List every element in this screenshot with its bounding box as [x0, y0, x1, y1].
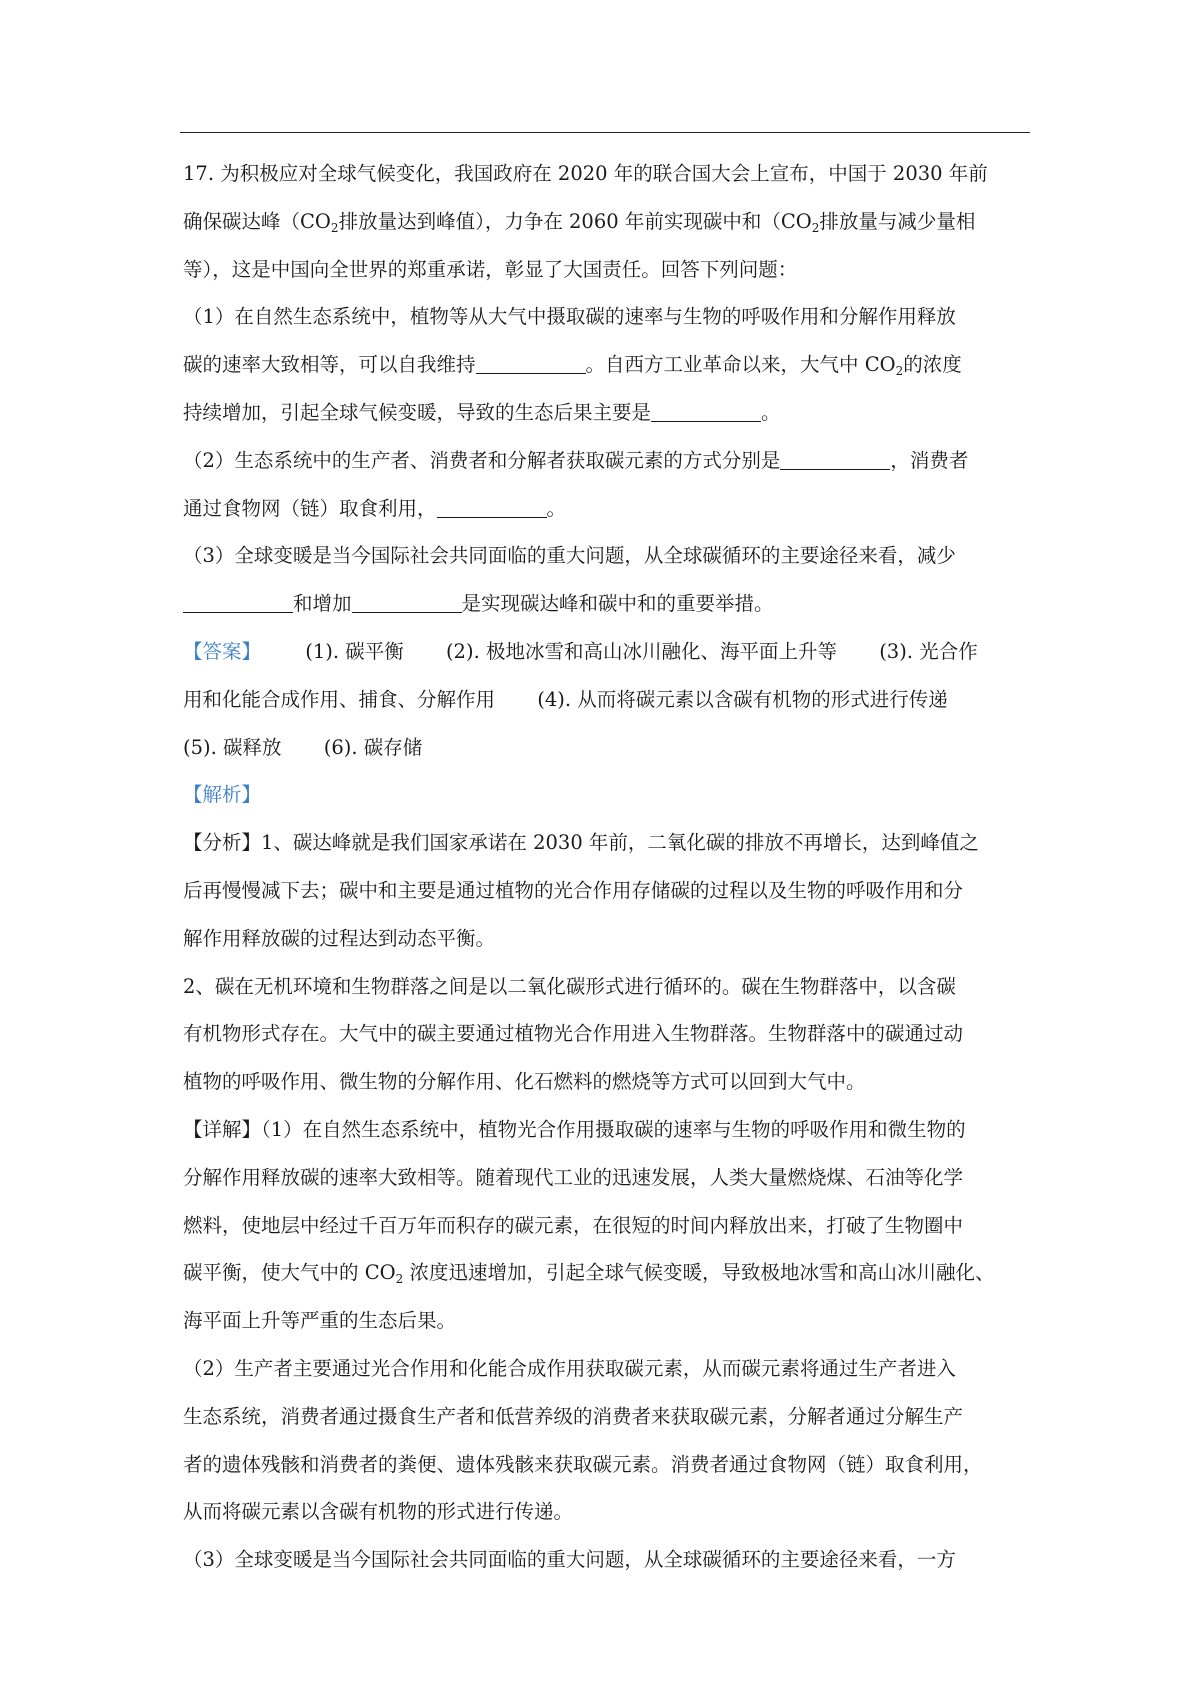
- part1-line-2: [183, 341, 1033, 389]
- question-text: 。: [761, 400, 781, 424]
- analysis-label-line: [183, 771, 1033, 819]
- question-text: ，消费者: [890, 448, 969, 472]
- analysis-text: 2、碳在无机环境和生物群落之间是以二氧化碳形式进行循环的。碳在生物群落中，以含碳: [183, 974, 956, 998]
- xiangjie2-line: [183, 1441, 1033, 1489]
- question-text: 17. 为积极应对全球气候变化，我国政府在 2020 年的联合国大会上宣布，中国于 2030 年前: [183, 162, 988, 185]
- analysis-text: 分解作用释放碳的速率大致相等。随着现代工业的迅速发展，人类大量燃烧煤、石油等化学: [183, 1165, 964, 1189]
- answer-blank[interactable]: [780, 449, 890, 470]
- question-text: 的浓度: [903, 353, 962, 377]
- subscript: 2: [330, 220, 339, 235]
- analysis-text: 海平面上升等严重的生态后果。: [183, 1309, 457, 1333]
- answer-line-2: [183, 676, 1033, 724]
- answer-label: 【答案】: [183, 639, 262, 663]
- question-text: 排放量与减少量相: [819, 209, 976, 233]
- question-text: 等），这是中国向全世界的郑重承诺，彰显了大国责任。回答下列问题：: [183, 257, 798, 281]
- answer-item: (6). 碳存储: [323, 735, 423, 759]
- answer-blank[interactable]: [651, 401, 761, 422]
- answer-blank[interactable]: [437, 497, 547, 518]
- part1-line-3: [183, 389, 1033, 437]
- question-intro-line-3: [183, 246, 1033, 294]
- xiangjie1-line: [183, 1106, 1033, 1154]
- analysis-text: 燃料，使地层中经过千百万年而积存的碳元素，在很短的时间内释放出来，打破了生物圈中: [183, 1213, 964, 1237]
- xiangjie1-line: [183, 1202, 1033, 1250]
- answer-item: 用和化能合成作用、捕食、分解作用: [183, 687, 496, 711]
- analysis-text: 浓度迅速增加，引起全球气候变暖，导致极地冰雪和高山冰川融化、: [403, 1261, 995, 1285]
- question-text: （3）全球变暖是当今国际社会共同面临的重大问题，从全球碳循环的主要途径来看，减少: [183, 544, 956, 568]
- analysis-fenxi-line: [183, 963, 1033, 1011]
- analysis-text: 生态系统，消费者通过摄食生产者和低营养级的消费者来获取碳元素，分解者通过分解生产: [183, 1404, 964, 1428]
- analysis-text: 【详解】（1）在自然生态系统中，植物光合作用摄取碳的速率与生物的呼吸作用和微生物的: [183, 1117, 966, 1141]
- xiangjie1-line: [183, 1249, 1033, 1297]
- analysis-fenxi-line: [183, 1058, 1033, 1106]
- part2-line-2: [183, 485, 1033, 533]
- xiangjie2-line: [183, 1488, 1033, 1536]
- analysis-text: 解作用释放碳的过程达到动态平衡。: [183, 926, 496, 950]
- question-intro-line-1: [183, 150, 1033, 198]
- analysis-text: 者的遗体残骸和消费者的粪便、遗体残骸来获取碳元素。消费者通过食物网（链）取食利用，: [183, 1452, 983, 1476]
- answer-blank[interactable]: [352, 592, 462, 613]
- part3-line-1: [183, 532, 1033, 580]
- xiangjie3-line: [183, 1536, 1033, 1584]
- question-text: 排放量达到峰值），力争在 2060 年前实现碳中和（CO: [338, 209, 812, 233]
- question-text: （2）生态系统中的生产者、消费者和分解者获取碳元素的方式分别是: [183, 448, 781, 472]
- analysis-text: 碳平衡，使大气中的 CO: [183, 1261, 396, 1285]
- question-text: 。: [546, 496, 567, 520]
- answer-item: (3). 光合作: [879, 639, 978, 663]
- question-text: 。自西方工业革命以来，大气中 CO: [585, 353, 896, 377]
- document-body: [183, 150, 1033, 1584]
- answer-line-3: [183, 724, 1033, 772]
- xiangjie1-line: [183, 1154, 1033, 1202]
- part1-line-1: [183, 293, 1033, 341]
- xiangjie2-line: [183, 1345, 1033, 1393]
- analysis-label: 【解析】: [183, 783, 262, 807]
- question-text: 确保碳达峰（CO: [183, 209, 331, 233]
- analysis-text: 有机物形式存在。大气中的碳主要通过植物光合作用进入生物群落。生物群落中的碳通过动: [183, 1022, 964, 1046]
- answer-item: (5). 碳释放: [183, 735, 282, 759]
- question-text: 碳的速率大致相等，可以自我维持: [183, 353, 476, 377]
- part3-line-2: [183, 580, 1033, 628]
- analysis-fenxi-line: [183, 915, 1033, 963]
- subscript: 2: [811, 220, 820, 235]
- question-text: 通过食物网（链）取食利用，: [183, 496, 437, 520]
- xiangjie2-line: [183, 1393, 1033, 1441]
- analysis-text: 植物的呼吸作用、微生物的分解作用、化石燃料的燃烧等方式可以回到大气中。: [183, 1070, 866, 1094]
- analysis-fenxi-line: [183, 867, 1033, 915]
- answer-blank[interactable]: [183, 592, 293, 613]
- xiangjie1-line: [183, 1297, 1033, 1345]
- question-text: 是实现碳达峰和碳中和的重要举措。: [461, 592, 774, 616]
- analysis-text: （2）生产者主要通过光合作用和化能合成作用获取碳元素，从而碳元素将通过生产者进入: [183, 1356, 956, 1380]
- analysis-text: （3）全球变暖是当今国际社会共同面临的重大问题，从全球碳循环的主要途径来看，一方: [183, 1548, 956, 1572]
- question-text: （1）在自然生态系统中，植物等从大气中摄取碳的速率与生物的呼吸作用和分解作用释放: [183, 305, 956, 329]
- answer-line-1: [183, 628, 1033, 676]
- analysis-fenxi-line: [183, 819, 1033, 867]
- question-text: 持续增加，引起全球气候变暖，导致的生态后果主要是: [183, 400, 652, 424]
- question-text: 和增加: [293, 592, 352, 616]
- analysis-fenxi-line: [183, 1010, 1033, 1058]
- answer-item: (1). 碳平衡: [305, 639, 404, 663]
- answer-blank[interactable]: [476, 353, 586, 374]
- analysis-text: 【分析】1、碳达峰就是我们国家承诺在 2030 年前，二氧化碳的排放不再增长，达到峰值之: [183, 831, 979, 855]
- answer-item: (4). 从而将碳元素以含碳有机物的形式进行传递: [537, 687, 948, 711]
- part2-line-1: [183, 437, 1033, 485]
- subscript: 2: [395, 1272, 404, 1287]
- subscript: 2: [895, 364, 904, 379]
- analysis-text: 从而将碳元素以含碳有机物的形式进行传递。: [183, 1500, 574, 1524]
- header-rule: [180, 132, 1030, 133]
- answer-item: (2). 极地冰雪和高山冰川融化、海平面上升等: [445, 639, 837, 663]
- analysis-text: 后再慢慢减下去；碳中和主要是通过植物的光合作用存储碳的过程以及生物的呼吸作用和分: [183, 878, 964, 902]
- question-intro-line-2: [183, 198, 1033, 246]
